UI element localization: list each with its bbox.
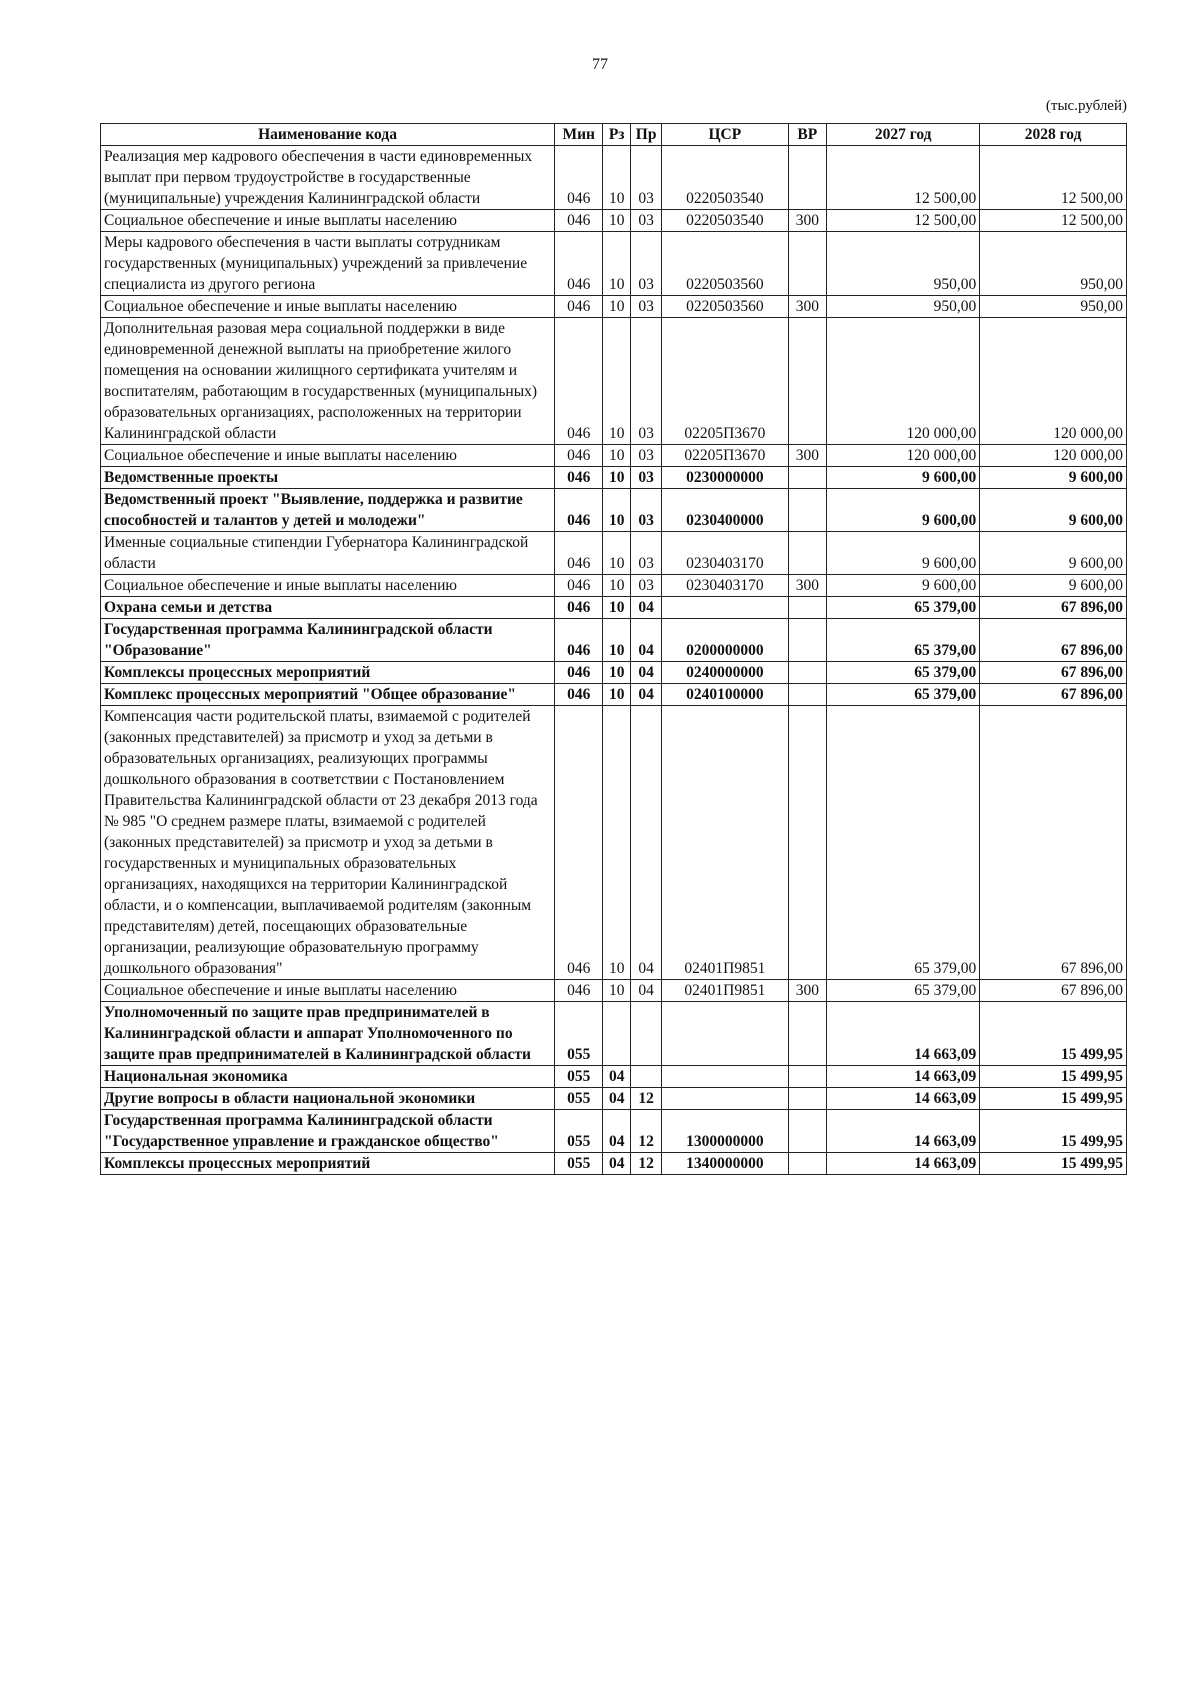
header-2028: 2028 год <box>980 124 1127 146</box>
cell-vr <box>788 318 827 445</box>
cell-name: Ведомственные проекты <box>101 467 555 489</box>
cell-2028: 15 499,95 <box>980 1088 1127 1110</box>
cell-2028: 15 499,95 <box>980 1153 1127 1175</box>
cell-vr <box>788 232 827 296</box>
cell-pr: 04 <box>631 619 662 662</box>
cell-rz: 04 <box>603 1088 631 1110</box>
table-row <box>101 489 1127 532</box>
table-row <box>101 296 1127 318</box>
cell-vr <box>788 467 827 489</box>
cell-csr: 1300000000 <box>662 1110 788 1153</box>
cell-csr: 02205П3670 <box>662 445 788 467</box>
cell-2027: 9 600,00 <box>827 532 980 575</box>
cell-2028: 950,00 <box>980 296 1127 318</box>
header-row <box>101 124 1127 146</box>
cell-csr <box>662 1002 788 1066</box>
cell-name: Меры кадрового обеспечения в части выплаты сотрудникам государственных (муниципальных) учреждений за привлечение специалиста из другого региона <box>101 232 555 296</box>
cell-2027: 14 663,09 <box>827 1088 980 1110</box>
cell-2028: 67 896,00 <box>980 597 1127 619</box>
cell-name: Социальное обеспечение и иные выплаты населению <box>101 296 555 318</box>
table-row <box>101 980 1127 1002</box>
cell-min: 046 <box>555 597 603 619</box>
table-row <box>101 1153 1127 1175</box>
cell-2027: 65 379,00 <box>827 706 980 980</box>
cell-vr <box>788 662 827 684</box>
cell-2027: 9 600,00 <box>827 467 980 489</box>
cell-min: 046 <box>555 296 603 318</box>
table-row <box>101 210 1127 232</box>
table-row <box>101 445 1127 467</box>
cell-pr: 03 <box>631 489 662 532</box>
cell-csr <box>662 597 788 619</box>
cell-2027: 950,00 <box>827 296 980 318</box>
cell-name: Национальная экономика <box>101 1066 555 1088</box>
cell-2027: 14 663,09 <box>827 1110 980 1153</box>
cell-2028: 67 896,00 <box>980 980 1127 1002</box>
cell-min: 046 <box>555 467 603 489</box>
cell-rz: 10 <box>603 210 631 232</box>
cell-csr: 02401П9851 <box>662 980 788 1002</box>
cell-min: 046 <box>555 684 603 706</box>
table-row <box>101 706 1127 980</box>
cell-vr <box>788 532 827 575</box>
cell-2028: 9 600,00 <box>980 489 1127 532</box>
cell-csr: 0200000000 <box>662 619 788 662</box>
cell-2027: 950,00 <box>827 232 980 296</box>
cell-csr: 0240100000 <box>662 684 788 706</box>
table-row <box>101 146 1127 210</box>
cell-rz: 10 <box>603 980 631 1002</box>
cell-2027: 14 663,09 <box>827 1066 980 1088</box>
cell-2028: 67 896,00 <box>980 619 1127 662</box>
cell-min: 046 <box>555 318 603 445</box>
cell-pr: 03 <box>631 146 662 210</box>
cell-rz: 10 <box>603 146 631 210</box>
table-row <box>101 1002 1127 1066</box>
cell-name: Дополнительная разовая мера социальной поддержки в виде единовременной денежной выплаты на приобретение жилого помещения на основании жилищного сертификата учителям и воспитателям, работающим в государственных (муниципальных) образовательных организациях, расположенных на территории Калининградской области <box>101 318 555 445</box>
cell-2027: 65 379,00 <box>827 980 980 1002</box>
cell-2027: 12 500,00 <box>827 146 980 210</box>
cell-2027: 120 000,00 <box>827 318 980 445</box>
cell-rz: 10 <box>603 467 631 489</box>
cell-name: Социальное обеспечение и иные выплаты населению <box>101 445 555 467</box>
cell-2027: 65 379,00 <box>827 619 980 662</box>
table-body <box>101 146 1127 1175</box>
cell-vr: 300 <box>788 296 827 318</box>
cell-rz: 10 <box>603 489 631 532</box>
cell-name: Социальное обеспечение и иные выплаты населению <box>101 575 555 597</box>
cell-2027: 14 663,09 <box>827 1153 980 1175</box>
budget-table <box>100 123 1127 1175</box>
cell-csr: 02401П9851 <box>662 706 788 980</box>
table-row <box>101 318 1127 445</box>
cell-2028: 950,00 <box>980 232 1127 296</box>
cell-vr <box>788 1153 827 1175</box>
cell-vr <box>788 597 827 619</box>
cell-name: Охрана семьи и детства <box>101 597 555 619</box>
cell-csr: 0220503560 <box>662 296 788 318</box>
cell-name: Уполномоченный по защите прав предпринимателей в Калининградской области и аппарат Уполномоченного по защите прав предпринимателей в Калининградской области <box>101 1002 555 1066</box>
cell-min: 055 <box>555 1153 603 1175</box>
cell-min: 046 <box>555 619 603 662</box>
cell-2027: 9 600,00 <box>827 575 980 597</box>
cell-csr: 0240000000 <box>662 662 788 684</box>
cell-2028: 67 896,00 <box>980 662 1127 684</box>
cell-2028: 9 600,00 <box>980 532 1127 575</box>
cell-vr <box>788 1110 827 1153</box>
header-rz: Рз <box>603 124 631 146</box>
cell-csr <box>662 1066 788 1088</box>
cell-pr: 03 <box>631 232 662 296</box>
cell-2028: 120 000,00 <box>980 318 1127 445</box>
cell-vr <box>788 1002 827 1066</box>
cell-vr <box>788 489 827 532</box>
cell-vr <box>788 1066 827 1088</box>
cell-csr: 02205П3670 <box>662 318 788 445</box>
cell-2028: 9 600,00 <box>980 467 1127 489</box>
cell-name: Ведомственный проект "Выявление, поддержка и развитие способностей и талантов у детей и молодежи" <box>101 489 555 532</box>
cell-name: Социальное обеспечение и иные выплаты населению <box>101 980 555 1002</box>
cell-csr: 1340000000 <box>662 1153 788 1175</box>
table-row <box>101 597 1127 619</box>
header-vr: ВР <box>788 124 827 146</box>
cell-pr: 03 <box>631 210 662 232</box>
table-row <box>101 232 1127 296</box>
cell-csr <box>662 1088 788 1110</box>
cell-name: Компенсация части родительской платы, взимаемой с родителей (законных представителей) за присмотр и уход за детьми в образовательных организациях, реализующих программы дошкольного образования в соответствии с Постановлением Правительства Калининградской области от 23 декабря 2013 года № 985 "О среднем размере платы, взимаемой с родителей (законных представителей) за присмотр и уход за детьми в государственных и муниципальных образовательных организациях, находящихся на территории Калининградской области, и о компенсации, выплачиваемой родителям (законным представителям) детей, посещающих образовательные организации, реализующие образовательную программу дошкольного образования" <box>101 706 555 980</box>
cell-pr: 03 <box>631 575 662 597</box>
cell-2028: 15 499,95 <box>980 1110 1127 1153</box>
cell-2028: 15 499,95 <box>980 1066 1127 1088</box>
cell-pr <box>631 1066 662 1088</box>
table-row <box>101 1110 1127 1153</box>
cell-pr: 03 <box>631 445 662 467</box>
cell-vr: 300 <box>788 980 827 1002</box>
cell-vr: 300 <box>788 575 827 597</box>
cell-name: Комплексы процессных мероприятий <box>101 1153 555 1175</box>
cell-csr: 0220503540 <box>662 146 788 210</box>
cell-rz: 10 <box>603 232 631 296</box>
cell-rz: 04 <box>603 1110 631 1153</box>
table-row <box>101 619 1127 662</box>
cell-pr: 04 <box>631 684 662 706</box>
cell-2028: 9 600,00 <box>980 575 1127 597</box>
header-csr: ЦСР <box>662 124 788 146</box>
table-row <box>101 532 1127 575</box>
cell-rz: 10 <box>603 662 631 684</box>
cell-name: Государственная программа Калининградской области "Образование" <box>101 619 555 662</box>
cell-2027: 65 379,00 <box>827 662 980 684</box>
cell-min: 046 <box>555 980 603 1002</box>
cell-pr: 03 <box>631 467 662 489</box>
cell-rz: 10 <box>603 597 631 619</box>
table-row <box>101 575 1127 597</box>
cell-2028: 67 896,00 <box>980 684 1127 706</box>
cell-rz: 10 <box>603 532 631 575</box>
cell-pr: 04 <box>631 706 662 980</box>
table-row <box>101 467 1127 489</box>
cell-2027: 14 663,09 <box>827 1002 980 1066</box>
cell-2028: 12 500,00 <box>980 146 1127 210</box>
cell-name: Комплексы процессных мероприятий <box>101 662 555 684</box>
cell-pr: 12 <box>631 1153 662 1175</box>
cell-name: Комплекс процессных мероприятий "Общее образование" <box>101 684 555 706</box>
cell-min: 046 <box>555 532 603 575</box>
cell-vr: 300 <box>788 445 827 467</box>
cell-2027: 120 000,00 <box>827 445 980 467</box>
cell-vr: 300 <box>788 210 827 232</box>
cell-vr <box>788 706 827 980</box>
cell-min: 046 <box>555 146 603 210</box>
cell-rz: 10 <box>603 684 631 706</box>
cell-csr: 0220503540 <box>662 210 788 232</box>
cell-min: 046 <box>555 210 603 232</box>
cell-vr <box>788 146 827 210</box>
header-name: Наименование кода <box>101 124 555 146</box>
cell-min: 046 <box>555 445 603 467</box>
cell-name: Именные социальные стипендии Губернатора Калининградской области <box>101 532 555 575</box>
cell-pr: 04 <box>631 597 662 619</box>
cell-min: 055 <box>555 1110 603 1153</box>
cell-2027: 65 379,00 <box>827 684 980 706</box>
cell-pr: 03 <box>631 318 662 445</box>
cell-rz: 10 <box>603 706 631 980</box>
cell-min: 055 <box>555 1066 603 1088</box>
cell-csr: 0230400000 <box>662 489 788 532</box>
cell-2028: 67 896,00 <box>980 706 1127 980</box>
table-row <box>101 684 1127 706</box>
cell-min: 046 <box>555 662 603 684</box>
page-number: 77 <box>592 56 608 73</box>
cell-min: 055 <box>555 1088 603 1110</box>
cell-min: 046 <box>555 232 603 296</box>
cell-min: 055 <box>555 1002 603 1066</box>
cell-name: Социальное обеспечение и иные выплаты населению <box>101 210 555 232</box>
cell-rz: 10 <box>603 445 631 467</box>
header-2027: 2027 год <box>827 124 980 146</box>
cell-rz: 10 <box>603 619 631 662</box>
header-min: Мин <box>555 124 603 146</box>
cell-pr: 03 <box>631 532 662 575</box>
cell-2027: 65 379,00 <box>827 597 980 619</box>
cell-2028: 12 500,00 <box>980 210 1127 232</box>
cell-2027: 9 600,00 <box>827 489 980 532</box>
cell-pr: 04 <box>631 980 662 1002</box>
cell-2028: 15 499,95 <box>980 1002 1127 1066</box>
cell-csr: 0230000000 <box>662 467 788 489</box>
header-pr: Пр <box>631 124 662 146</box>
table-row <box>101 662 1127 684</box>
cell-rz: 10 <box>603 575 631 597</box>
cell-pr <box>631 1002 662 1066</box>
table-row <box>101 1088 1127 1110</box>
cell-min: 046 <box>555 706 603 980</box>
cell-min: 046 <box>555 489 603 532</box>
unit-label: (тыс.рублей) <box>1045 98 1127 114</box>
cell-name: Другие вопросы в области национальной экономики <box>101 1088 555 1110</box>
cell-csr: 0230403170 <box>662 575 788 597</box>
cell-2027: 12 500,00 <box>827 210 980 232</box>
cell-rz: 10 <box>603 318 631 445</box>
cell-vr <box>788 684 827 706</box>
cell-vr <box>788 619 827 662</box>
cell-vr <box>788 1088 827 1110</box>
cell-rz: 10 <box>603 296 631 318</box>
cell-rz <box>603 1002 631 1066</box>
cell-csr: 0220503560 <box>662 232 788 296</box>
cell-2028: 120 000,00 <box>980 445 1127 467</box>
table-row <box>101 1066 1127 1088</box>
cell-pr: 04 <box>631 662 662 684</box>
cell-name: Реализация мер кадрового обеспечения в части единовременных выплат при первом трудоустройстве в государственные (муниципальные) учреждения Калининградской области <box>101 146 555 210</box>
cell-rz: 04 <box>603 1153 631 1175</box>
cell-name: Государственная программа Калининградской области "Государственное управление и гражданское общество" <box>101 1110 555 1153</box>
cell-pr: 03 <box>631 296 662 318</box>
cell-rz: 04 <box>603 1066 631 1088</box>
cell-csr: 0230403170 <box>662 532 788 575</box>
cell-pr: 12 <box>631 1110 662 1153</box>
cell-min: 046 <box>555 575 603 597</box>
cell-pr: 12 <box>631 1088 662 1110</box>
